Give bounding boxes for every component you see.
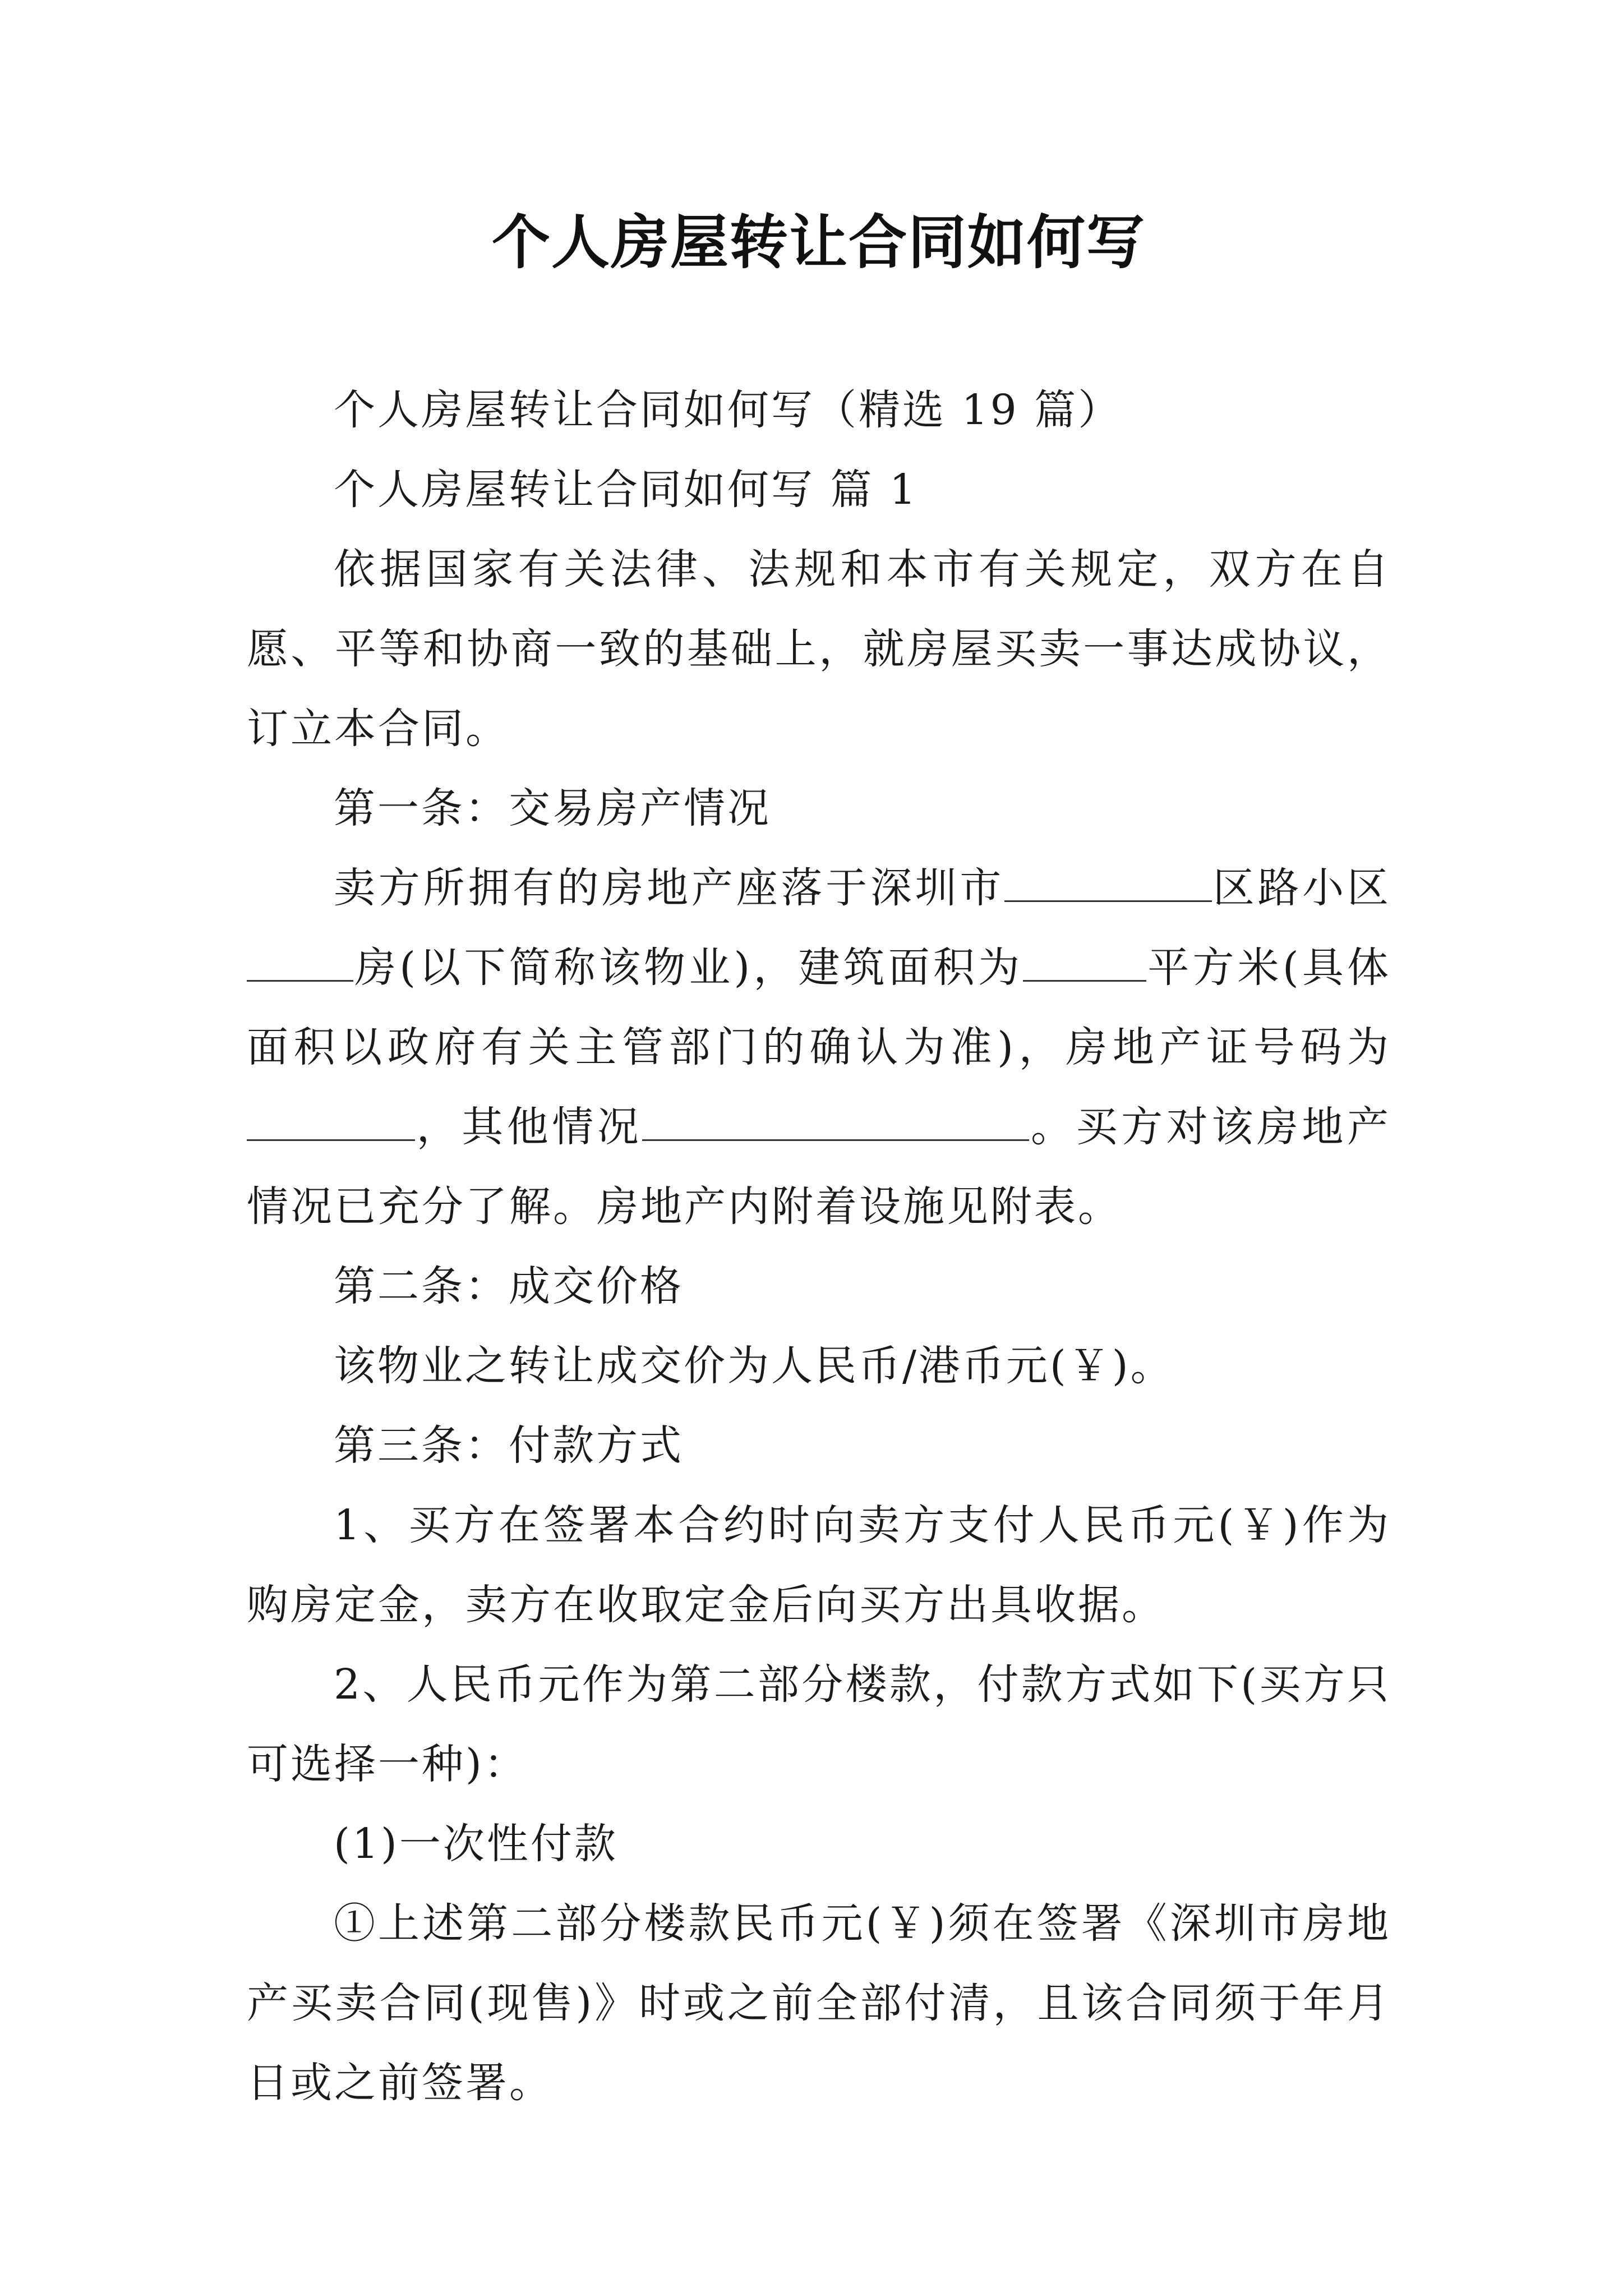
clause-2-paragraph: 2、人民币元作为第二部分楼款，付款方式如下(买方只可选择一种)： (247, 1660, 1391, 1788)
article-1-text-1: 卖方所拥有的房地产座落于深圳市 (334, 864, 1005, 912)
intro-paragraph: 依据国家有关法律、法规和本市有关规定，双方在自愿、平等和协商一致的基础上，就房屋买卖一事达成协议，订立本合同。 (247, 545, 1391, 753)
blank-room (247, 943, 353, 982)
blank-district (1004, 863, 1212, 902)
blank-other-details (642, 1102, 1029, 1141)
blank-area (1023, 943, 1146, 982)
option-1-item-1: ①上述第二部分楼款民币元(￥)须在签署《深圳市房地产买卖合同(现售)》时或之前全部付清，且该合同须于年月日或之前签署。 (247, 1899, 1391, 2107)
document-title: 个人房屋转让合同如何写 (491, 208, 1146, 277)
article-1-text-4: 平方米(具体面积以政府有关主管部门的确认为准)，房地产证号码为 (247, 944, 1391, 1071)
clause-1-paragraph: 1、买方在签署本合约时向卖方支付人民币元(￥)作为购房定金，卖方在收取定金后向买方出具收据。 (247, 1501, 1391, 1629)
option-1-heading: (1)一次性付款 (334, 1820, 618, 1868)
blank-certificate-number (247, 1102, 415, 1141)
article-2-paragraph: 该物业之转让成交价为人民币/港币元(￥)。 (334, 1342, 1174, 1390)
article-2-heading: 第二条：成交价格 (334, 1262, 684, 1310)
article-1-text-6: 。买方对该房地产情况已充分了解。房地产内附着设施见附表。 (247, 1103, 1391, 1231)
document-body (247, 370, 1391, 2123)
article-1-paragraph (247, 848, 1391, 1246)
section-heading: 个人房屋转让合同如何写 篇 1 (334, 466, 919, 514)
article-1-text-3: 房(以下简称该物业)，建筑面积为 (353, 944, 1023, 992)
article-1-heading: 第一条：交易房产情况 (334, 784, 771, 832)
document-subtitle: 个人房屋转让合同如何写（精选 19 篇） (334, 386, 1122, 434)
article-3-heading: 第三条：付款方式 (334, 1421, 684, 1470)
article-1-text-2: 区路小区 (1212, 864, 1391, 912)
article-1-text-5: ，其他情况 (415, 1103, 643, 1151)
